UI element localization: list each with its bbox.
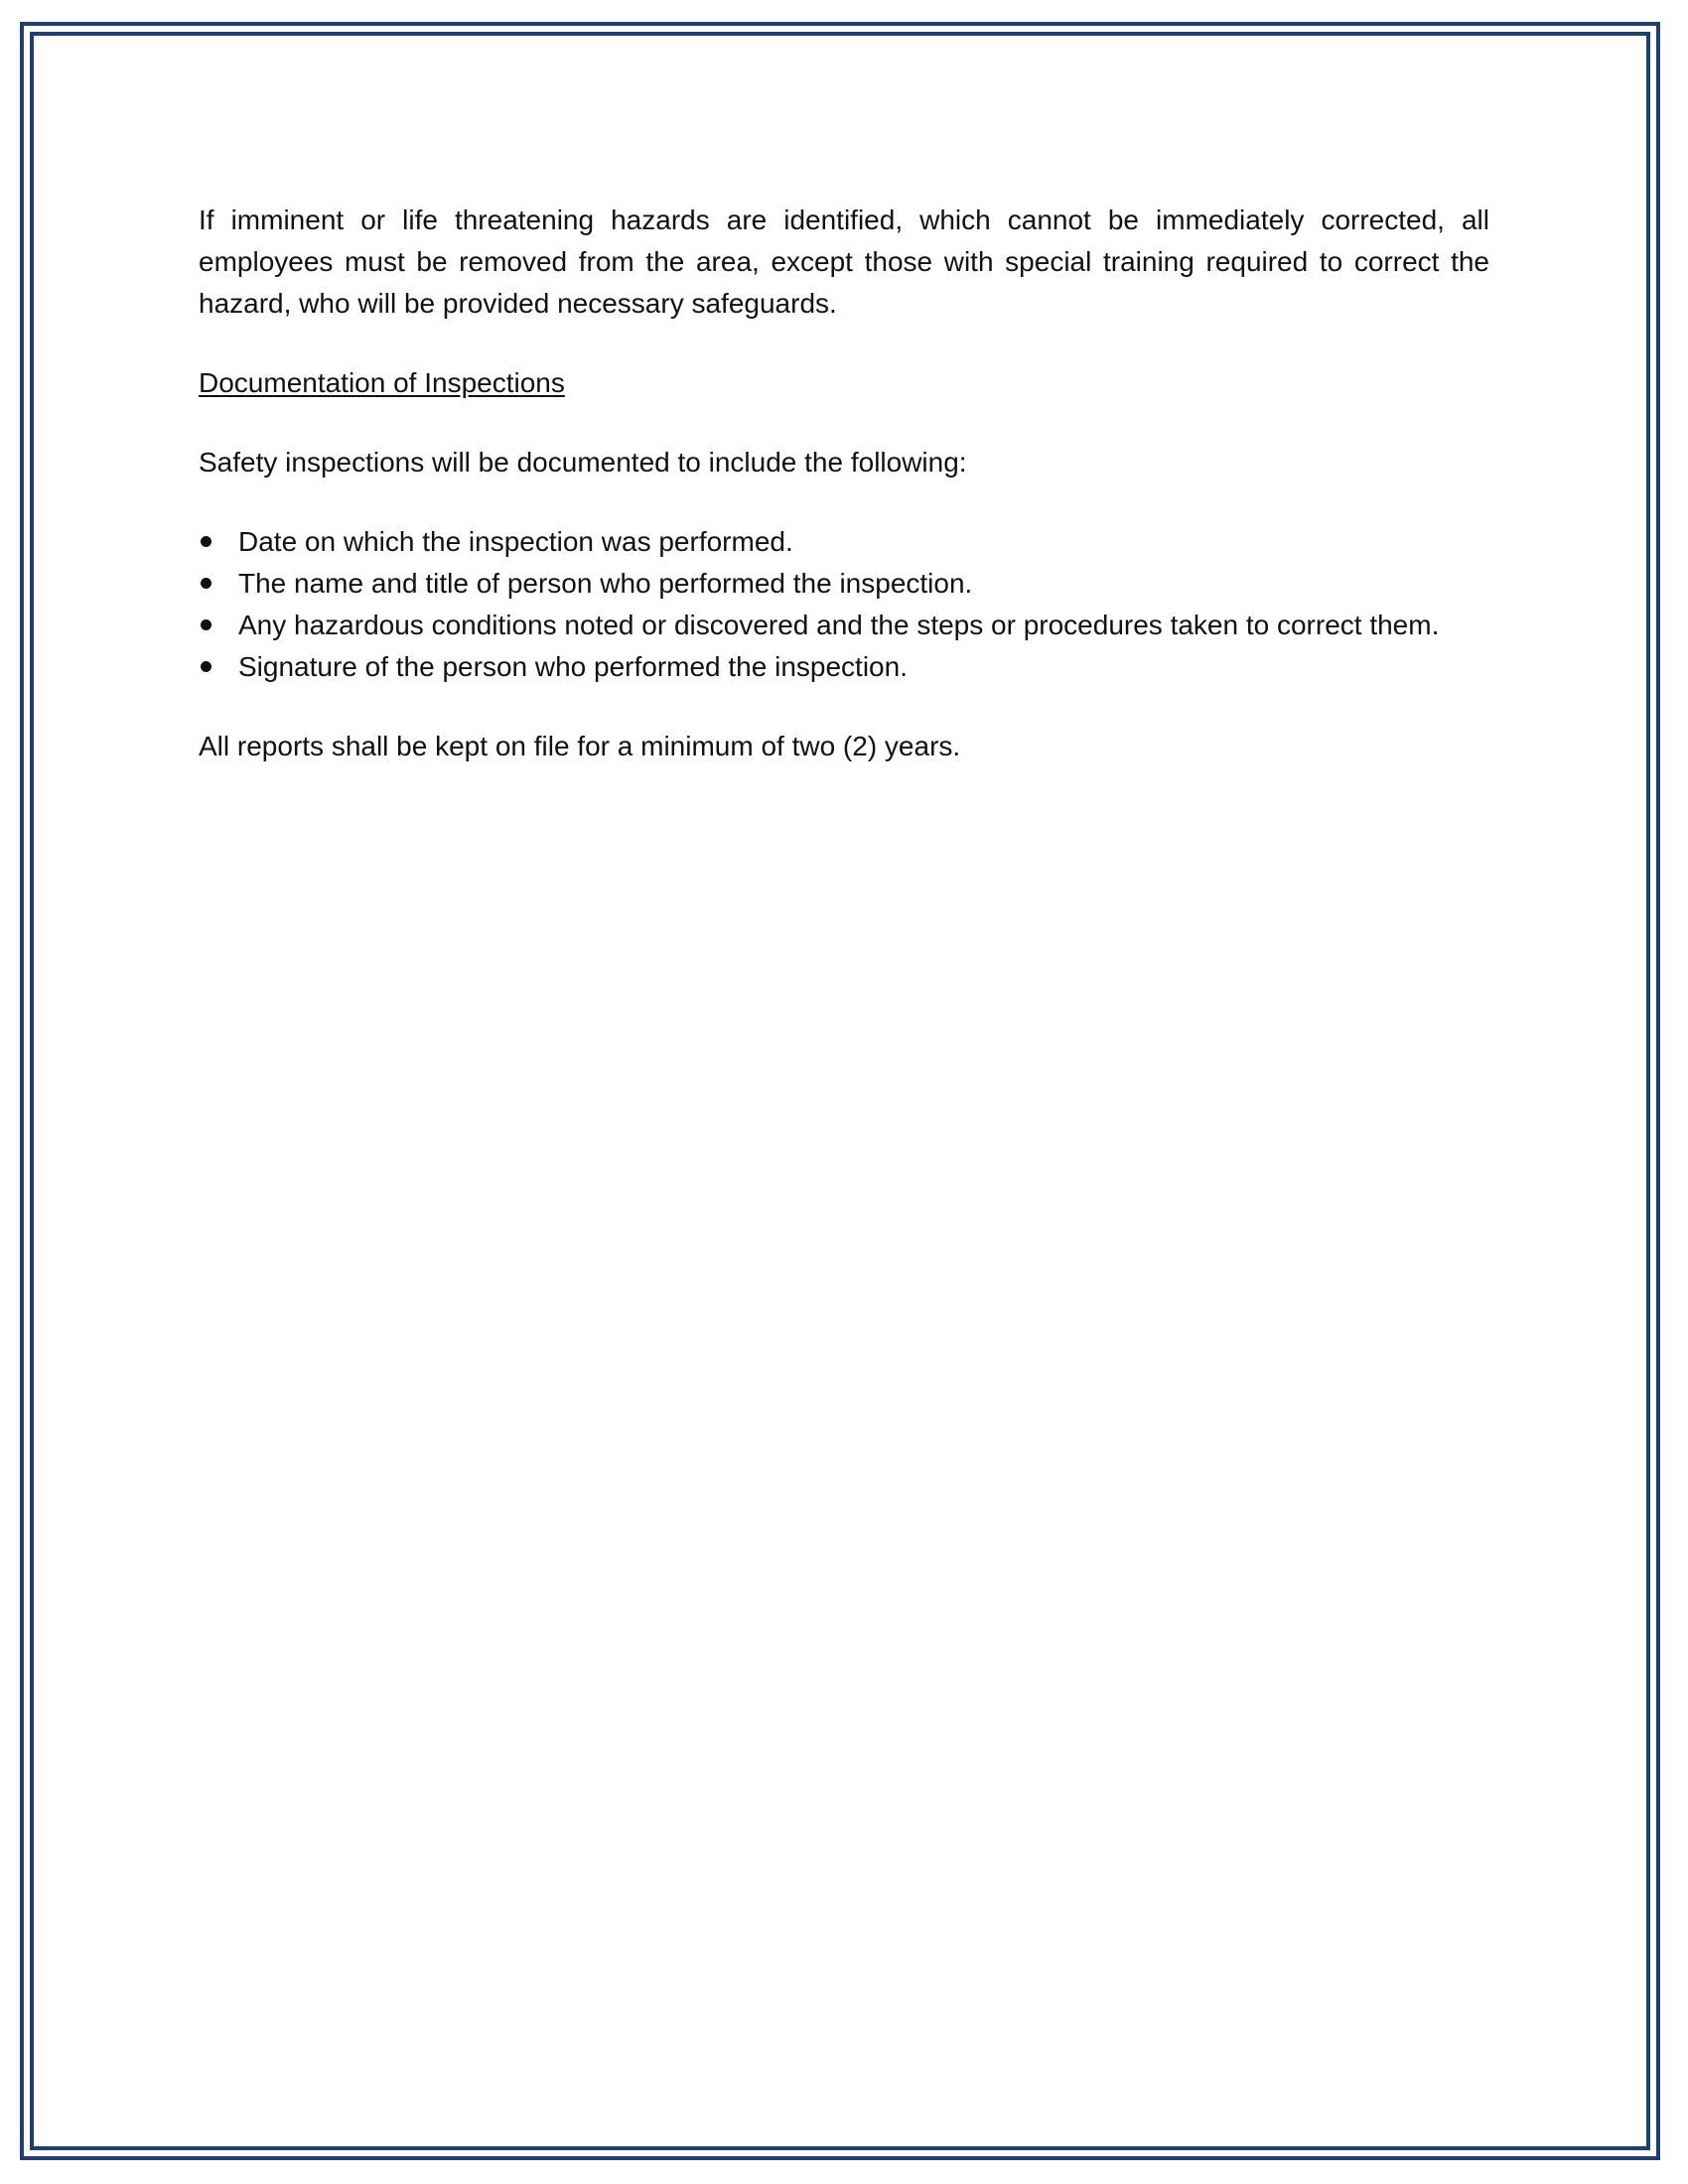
bullet-icon bbox=[201, 619, 211, 630]
list-item-text: Signature of the person who performed the inspection. bbox=[238, 651, 908, 682]
list-item bbox=[199, 605, 1489, 646]
inspection-requirements-list bbox=[199, 521, 1489, 688]
lead-paragraph: Safety inspections will be documented to include the following: bbox=[199, 447, 967, 478]
list-item bbox=[199, 646, 1489, 688]
section-heading: Documentation of Inspections bbox=[199, 367, 565, 398]
document-body bbox=[199, 200, 1489, 767]
list-item-text: The name and title of person who performed the inspection. bbox=[238, 568, 973, 599]
list-item bbox=[199, 563, 1489, 605]
list-item bbox=[199, 521, 1489, 563]
closing-paragraph: All reports shall be kept on file for a minimum of two (2) years. bbox=[199, 731, 961, 761]
bullet-icon bbox=[201, 661, 211, 672]
bullet-icon bbox=[201, 578, 211, 589]
list-item-text: Date on which the inspection was performed. bbox=[238, 526, 793, 557]
bullet-icon bbox=[201, 536, 211, 547]
list-item-text: Any hazardous conditions noted or discovered and the steps or procedures taken to correct them. bbox=[238, 610, 1440, 640]
intro-paragraph: If imminent or life threatening hazards are identified, which cannot be immediately corrected, all employees must be removed from the area, except those with special training required to correct the hazard, who will be provided necessary safeguards. bbox=[199, 205, 1489, 319]
